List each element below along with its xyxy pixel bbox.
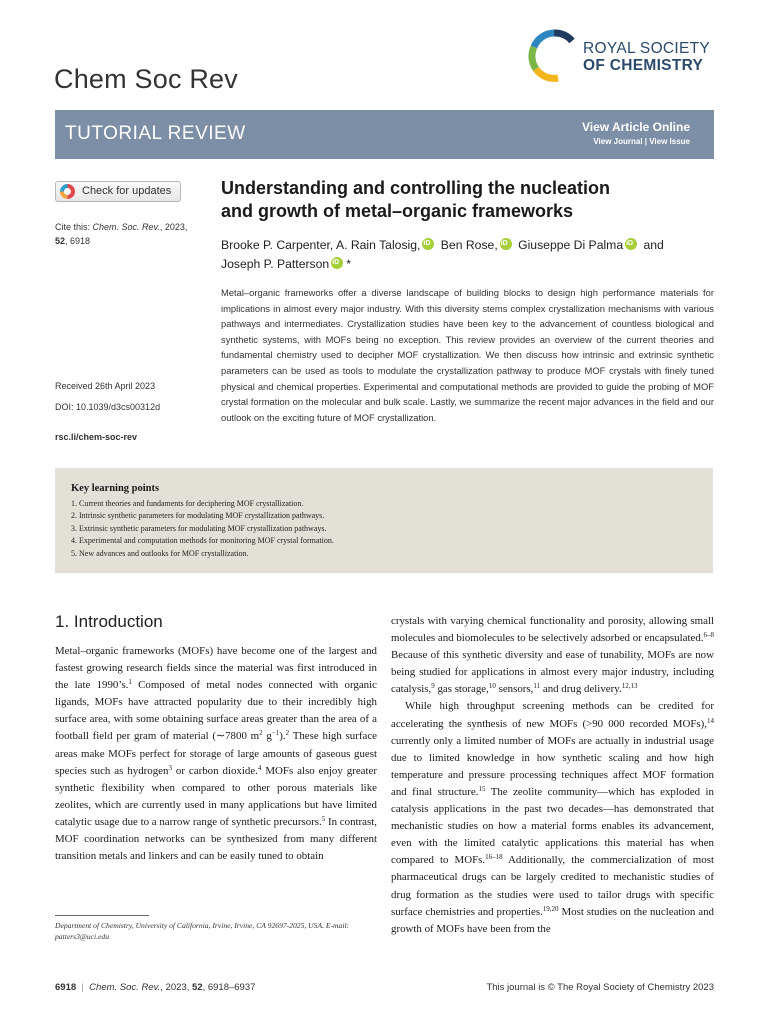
- citation-ref[interactable]: 12,13: [621, 682, 638, 691]
- check-for-updates-button[interactable]: [55, 181, 181, 202]
- view-article-online-link[interactable]: View Article Online: [581, 120, 690, 134]
- author-names: Brooke P. Carpenter, A. Rain Talosig,: [221, 238, 421, 252]
- citation-ref[interactable]: 19,20: [542, 904, 559, 913]
- author-di-palma: Giuseppe Di Palma: [518, 238, 624, 252]
- citation-ref[interactable]: 6–8: [703, 631, 714, 640]
- cite-journal[interactable]: Chem. Soc. Rev.: [92, 222, 160, 232]
- citation-ref[interactable]: 9: [431, 682, 435, 691]
- key-points-list: [71, 498, 334, 560]
- page-footer-citation: 6918 | Chem. Soc. Rev., 2023, 52, 6918–6937: [55, 982, 256, 993]
- list-item: 4. Experimental and computation methods for monitoring MOF crystal formation.: [71, 536, 334, 546]
- citation-ref[interactable]: 15: [478, 784, 486, 793]
- title-line-2: and growth of metal–organic frameworks: [221, 201, 574, 221]
- list-item: 3. Extrinsic synthetic parameters for modulating MOF crystallization pathways.: [71, 523, 327, 533]
- doi[interactable]: DOI: 10.1039/d3cs00312d: [55, 402, 161, 412]
- citation-ref[interactable]: 11: [533, 682, 541, 691]
- author-and: and: [643, 238, 664, 252]
- journal-name: Chem Soc Rev: [54, 64, 238, 94]
- crossmark-icon: [60, 184, 75, 199]
- section-title: TUTORIAL REVIEW: [65, 123, 246, 144]
- intro-paragraph-1: Metal–organic frameworks (MOFs) have become one of the largest and fastest growing research fields since the material was first introduced in the late 1990’s.$^1$ Composed of metal nodes connected with organic ligands, MOFs have attracted popularity due to their incredibly high surface area, with some obtaining surface areas greater than the area of a football field per gram of material (∼7800 $m^2$ $g^{-1}).^2$ These high surface areas make MOFs perfect for storage of large amounts of gaseous guest species such as hydrogen$^3$ or carbon dioxide.$^4$ MOFs also enjoy greater synthetic flexibility when compared to other porous materials like zeolites, which are currently used in many applications but have limited catalytic usage due to a narrow range of synthetic precursors.$^5$ In contrast, MOF coordination networks can be synthesized from many different transition metals and linkers and can be easily tuned to obtain: [55, 645, 377, 863]
- citation-ref[interactable]: 14: [707, 716, 714, 725]
- affiliation-footnote: Department of Chemistry, University of California, Irvine, Irvine, CA 92697-2025, USA. E-mail: patters3@uci.edu: [55, 921, 350, 941]
- journal-url[interactable]: rsc.li/chem-soc-rev: [55, 432, 138, 442]
- check-for-updates-label: Check for updates: [82, 185, 172, 197]
- orcid-icon[interactable]: [422, 238, 434, 250]
- publisher-line-1: ROYAL SOCIETY: [583, 40, 711, 57]
- author-patterson: Joseph P. Patterson: [221, 257, 330, 271]
- title-line-1: Understanding and controlling the nucleation: [221, 178, 611, 198]
- citation-ref[interactable]: 16–18: [485, 853, 503, 862]
- publisher-line-2: OF CHEMISTRY: [583, 57, 704, 74]
- received-date: Received 26th April 2023: [55, 381, 156, 391]
- view-journal-issue-links[interactable]: View Journal | View Issue: [593, 137, 690, 146]
- intro-left-column: [55, 643, 377, 865]
- orcid-icon[interactable]: [500, 238, 512, 250]
- list-item: 5. New advances and outlooks for MOF crystallization.: [71, 548, 249, 558]
- citation-ref[interactable]: 4: [257, 763, 262, 772]
- key-points-title: Key learning points: [71, 483, 160, 494]
- cite-prefix: Cite this:: [55, 222, 93, 232]
- page-number: 6918: [55, 982, 77, 993]
- citation-ref[interactable]: 5: [321, 814, 326, 823]
- key-learning-points-box: [55, 468, 713, 573]
- cite-year: , 2023,: [159, 222, 188, 232]
- orcid-icon[interactable]: [625, 238, 637, 250]
- citation: [55, 220, 215, 248]
- abstract: Metal–organic frameworks offer a diverse landscape of building blocks to design high performance materials for implications in almost every major industry. With this diversity stems complex crystallization mechanisms with various pathways and intermediates. Crystallization studies have been key to the advancement of countless biological and synthetic systems, with MOFs being no exception. This review provides an overview of the current theories and fundamental chemistry used to decipher MOF crystallization. We then discuss how intrinsic and extrinsic synthetic parameters can be used as tools to modulate the crystallization pathway to produce MOF crystals with finely tuned physical and chemical properties. Experimental and computational methods are provided to guide the probing of MOF crystal formation on the molecular and bulk scale. Lastly, we summarize the recent major advances in the field and our outlook on the exciting future of MOF crystallization.: [221, 287, 714, 423]
- cite-volume: 52: [55, 236, 66, 246]
- author-rose: Ben Rose,: [440, 238, 498, 252]
- intro-paragraph-2: While high throughput screening methods can be credited for accelerating the synthesis of new MOFs (>90 000 recorded MOFs),$^{14}$ currently only a limited number of MOFs are actually in industrial usage due to limited knowledge in how synthetic scaling and how high temperature and pressure processing techniques affect MOF formation and final structure.$^{15}$ The zeolite community—which has exploded in catalysis applications in the past two decades—has demonstrated that mechanistic studies on how a material forms enables its advancement, even with the limited catalytic applications this material has when compared to MOFs.$^{16-18}$ Additionally, the commercialization of most pharmaceutical drugs can be largely credited to mechanistic studies of drug formation as the studies were used to tailor drugs with specific surface chemistries and properties.$^{19,20}$ Most studies on the nucleation and growth of MOFs have been from the: [391, 700, 714, 935]
- article-title: [221, 177, 701, 223]
- section-banner: [55, 110, 714, 159]
- citation-ref[interactable]: 2: [285, 729, 290, 738]
- list-item: 2. Intrinsic synthetic parameters for modulating MOF crystallization pathways.: [71, 511, 325, 521]
- rsc-logo-icon: [528, 29, 580, 83]
- citation-ref[interactable]: 3: [168, 763, 172, 772]
- author-list: [221, 236, 711, 274]
- cite-page: , 6918: [65, 236, 91, 246]
- section-heading-introduction: 1. Introduction: [55, 612, 163, 631]
- corresponding-asterisk: *: [346, 257, 351, 271]
- footnote-rule: [55, 915, 149, 916]
- orcid-icon[interactable]: [331, 257, 343, 269]
- publisher-logo-text: [583, 40, 710, 74]
- copyright-notice: This journal is © The Royal Society of Chemistry 2023: [486, 982, 714, 993]
- citation-ref[interactable]: 10: [488, 682, 496, 691]
- citation-ref[interactable]: 1: [128, 678, 132, 687]
- intro-right-column: [391, 613, 714, 938]
- intro-paragraph-1-cont: crystals with varying chemical functionality and porosity, allowing small molecules and biomolecules to be selectively adsorbed or encapsulated.$^{6-8}$ Because of this synthetic diversity and ease of tunability, MOFs are now being studied for applications in almost every major industry, including catalysis,$^9$ gas storage,$^{10}$ sensors,$^{11}$ and drug delivery.$^{12,13}$: [391, 615, 714, 696]
- list-item: 1. Current theories and fundaments for deciphering MOF crystallization.: [71, 499, 304, 508]
